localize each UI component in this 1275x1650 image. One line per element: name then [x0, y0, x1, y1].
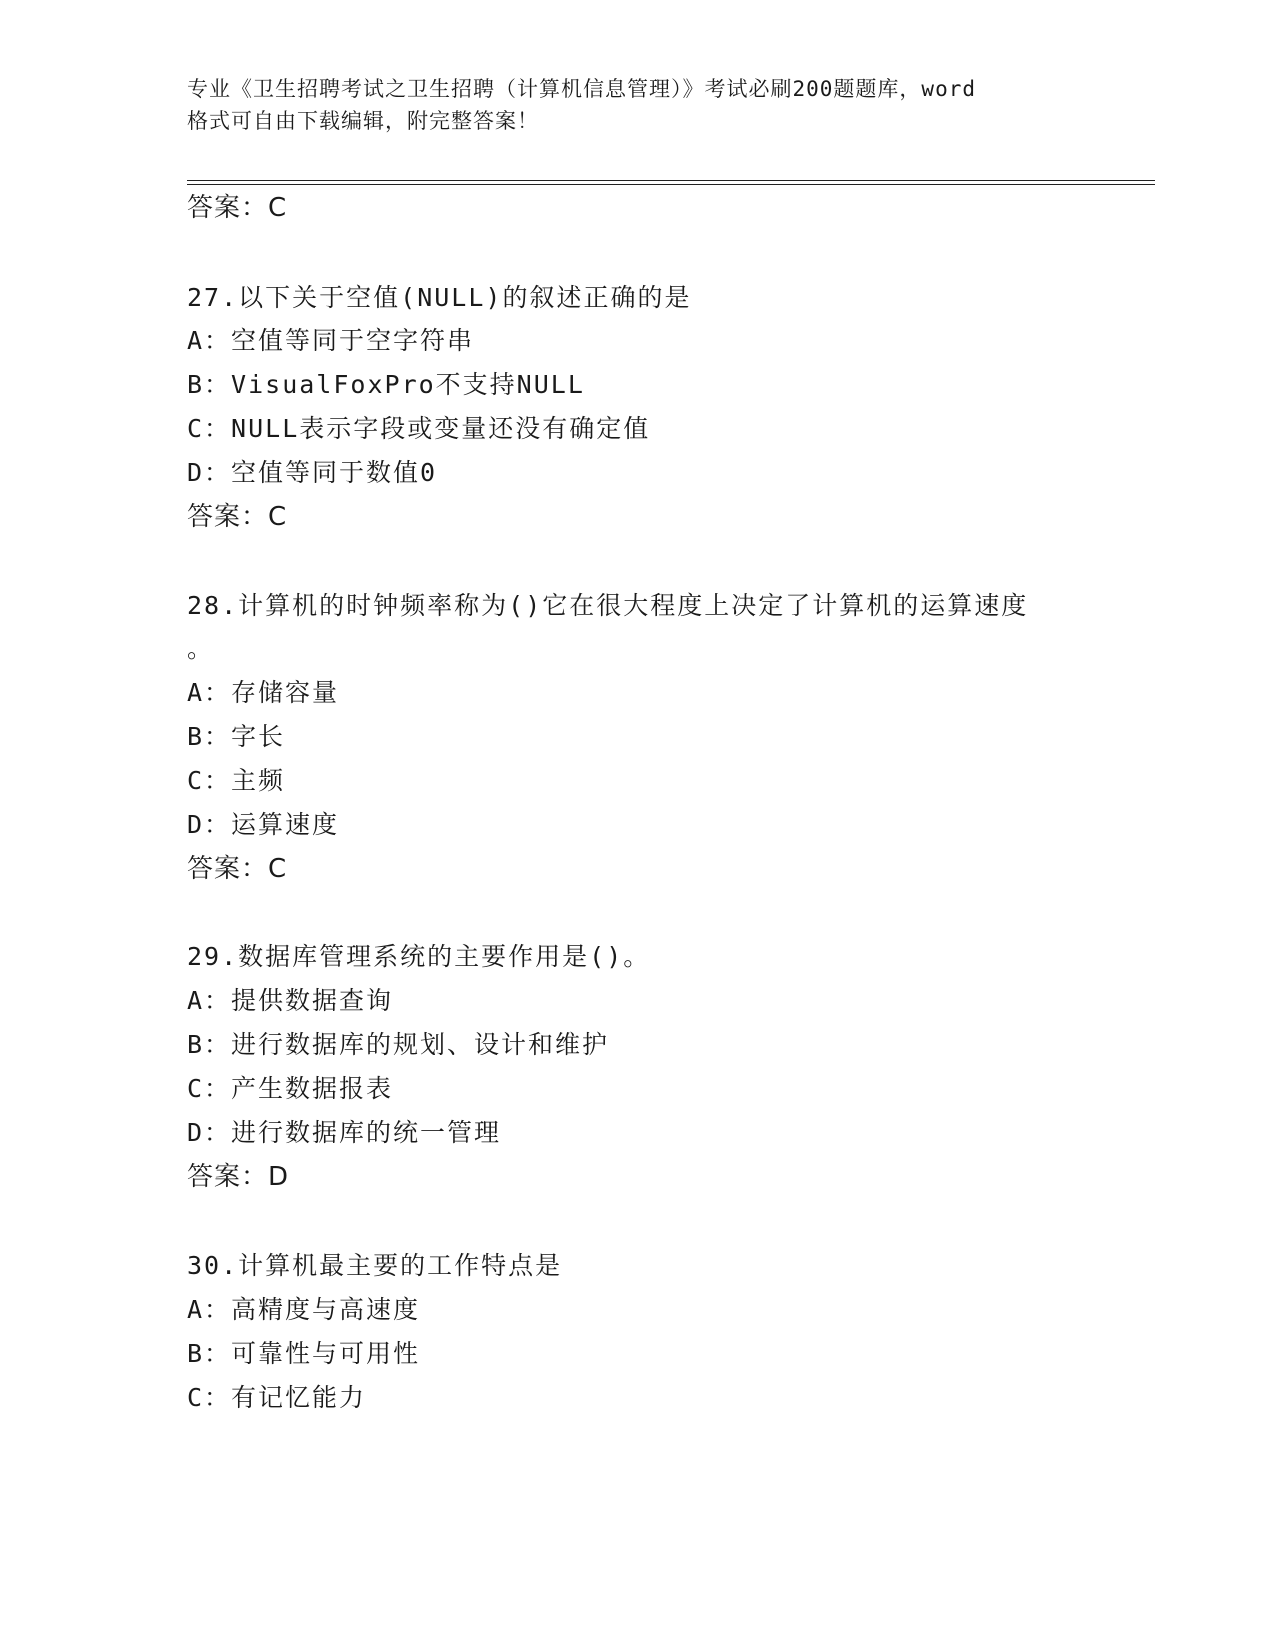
- question-28-option-a: A：存储容量: [187, 678, 340, 707]
- question-28-answer: 答案：C: [187, 854, 288, 884]
- question-27-option-d: D：空值等同于数值0: [187, 458, 438, 487]
- question-29-option-c: C：产生数据报表: [187, 1074, 394, 1103]
- question-30-option-c: C：有记忆能力: [187, 1383, 367, 1412]
- question-28-option-c: C：主频: [187, 766, 286, 795]
- header-line-1: 专业《卫生招聘考试之卫生招聘（计算机信息管理）》考试必刷200题题库，word: [187, 77, 976, 101]
- question-28-option-d: D：运算速度: [187, 810, 340, 839]
- question-28-stem: 28.计算机的时钟频率称为()它在很大程度上决定了计算机的运算速度: [187, 591, 1029, 620]
- header-divider-bottom: [187, 184, 1155, 185]
- question-29-option-d: D：进行数据库的统一管理: [187, 1118, 502, 1147]
- previous-answer: 答案：C: [187, 193, 288, 223]
- question-30-option-b: B：可靠性与可用性: [187, 1339, 421, 1368]
- question-27-stem: 27.以下关于空值(NULL)的叙述正确的是: [187, 283, 692, 312]
- question-27-option-b: B：VisualFoxPro不支持NULL: [187, 370, 585, 399]
- header-divider-top: [187, 180, 1155, 181]
- question-30-option-a: A：高精度与高速度: [187, 1295, 421, 1324]
- question-28-option-b: B：字长: [187, 722, 286, 751]
- header-line-2: 格式可自由下载编辑，附完整答案！: [187, 109, 539, 133]
- question-27-option-c: C：NULL表示字段或变量还没有确定值: [187, 414, 651, 443]
- question-27-answer: 答案：C: [187, 502, 288, 532]
- question-29-option-b: B：进行数据库的规划、设计和维护: [187, 1030, 610, 1059]
- question-29-option-a: A：提供数据查询: [187, 986, 394, 1015]
- question-29-answer: 答案：D: [187, 1162, 290, 1192]
- question-30-stem: 30.计算机最主要的工作特点是: [187, 1251, 563, 1280]
- document-header: [187, 73, 1087, 137]
- question-27-option-a: A：空值等同于空字符串: [187, 326, 475, 355]
- question-28-stem-continuation: 。: [187, 634, 215, 663]
- question-29-stem: 29.数据库管理系统的主要作用是()。: [187, 942, 651, 971]
